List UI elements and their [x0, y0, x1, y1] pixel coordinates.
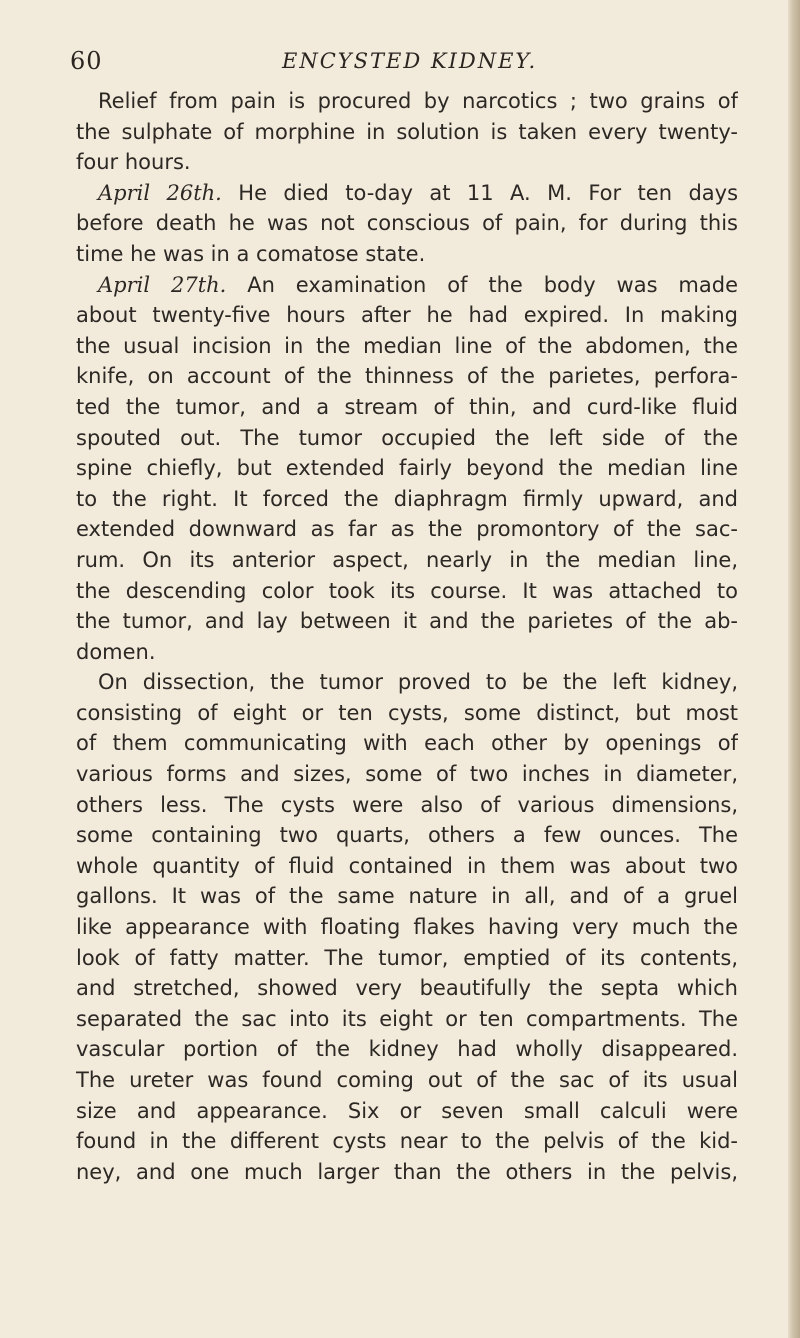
text-line: like appearance with floating flakes having very much the — [76, 915, 738, 940]
text-line: rum. On its anterior aspect, nearly in the median line, — [76, 547, 738, 572]
running-head: ENCYSTED KIDNEY. — [282, 49, 538, 73]
text-line: the tumor, and lay between it and the parietes of the ab- — [76, 609, 738, 634]
text-line: ney, and one much larger than the others in the pelvis, — [76, 1159, 738, 1184]
entry-date: April 27th. — [98, 272, 227, 297]
text-line: the descending color took its course. It was attached to — [76, 578, 738, 603]
text-line: On dissection, the tumor proved to be the left kidney, — [98, 670, 738, 695]
text-line: extended downward as far as the promontory of the sac- — [76, 517, 738, 542]
text-line: look of fatty matter. The tumor, emptied of its contents, — [76, 945, 738, 970]
text-line — [76, 270, 738, 301]
text-line: and stretched, showed very beautifully the septa which — [76, 976, 738, 1001]
page-header — [70, 47, 730, 81]
entry-text: An examination of the body was made — [226, 272, 738, 297]
text-line: spine chiefly, but extended fairly beyond the median line — [76, 456, 738, 481]
text-line: the usual incision in the median line of the abdomen, the — [76, 333, 738, 358]
text-line: to the right. It forced the diaphragm firmly upward, and — [76, 486, 738, 511]
text-line — [76, 178, 738, 209]
text-line: size and appearance. Six or seven small calculi were — [76, 1098, 738, 1123]
text-line: about twenty-five hours after he had expired. In making — [76, 303, 738, 328]
page-number: 60 — [70, 47, 103, 75]
text-line: found in the different cysts near to the pelvis of the kid- — [76, 1129, 738, 1154]
text-line: before death he was not conscious of pain, for during this — [76, 211, 738, 236]
text-line: gallons. It was of the same nature in all, and of a gruel — [76, 884, 738, 909]
entry-text: He died to-day at 11 A. M. For ten days — [221, 180, 738, 205]
text-line: various forms and sizes, some of two inches in diameter, — [76, 762, 738, 787]
text-line: consisting of eight or ten cysts, some distinct, but most — [76, 700, 738, 725]
text-line: ted the tumor, and a stream of thin, and curd-like fluid — [76, 394, 738, 419]
text-line: domen. — [76, 639, 156, 664]
text-line: whole quantity of fluid contained in them was about two — [76, 853, 738, 878]
text-line: separated the sac into its eight or ten compartments. The — [76, 1006, 738, 1031]
text-line: of them communicating with each other by openings of — [76, 731, 738, 756]
text-line: The ureter was found coming out of the sac of its usual — [76, 1068, 738, 1092]
body-text — [76, 86, 738, 1187]
text-line: time he was in a comatose state. — [76, 241, 426, 266]
text-line: vascular portion of the kidney had wholly disappeared. — [76, 1037, 738, 1062]
text-line: Relief from pain is procured by narcotics ; two grains of — [98, 89, 738, 113]
text-line: knife, on account of the thinness of the parietes, perfora- — [76, 364, 738, 389]
page-edge-shadow — [788, 0, 800, 1338]
text-line: the sulphate of morphine in solution is taken every twenty- — [76, 119, 738, 144]
text-line: spouted out. The tumor occupied the left side of the — [76, 425, 738, 450]
text-line: some containing two quarts, others a few ounces. The — [76, 823, 738, 848]
text-line: others less. The cysts were also of various dimensions, — [76, 792, 738, 817]
entry-date: April 26th. — [98, 180, 222, 205]
text-line: four hours. — [76, 150, 191, 175]
